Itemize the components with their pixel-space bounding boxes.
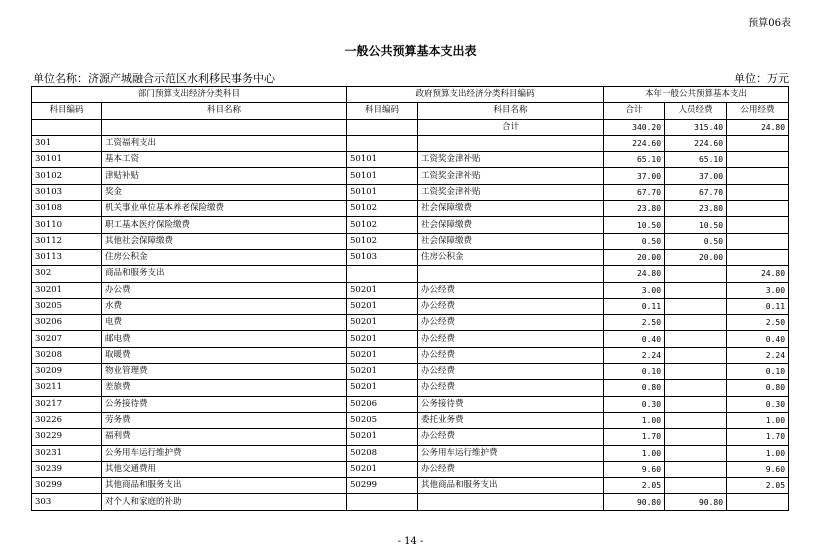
table-row [32,152,789,168]
header-public: 公用经费 [727,103,789,119]
row-name: 其他商品和服务支出 [102,478,347,494]
row-gov-code: 50201 [347,331,418,347]
unit-currency: 单位：万元 [734,72,789,85]
row-public [727,249,789,265]
row-code: 30208 [32,347,102,363]
row-total: 10.50 [604,217,665,233]
form-number: 预算06表 [748,18,791,29]
row-personnel: 0.50 [665,233,727,249]
total-row-total: 340.20 [604,119,665,135]
row-gov-name: 办公经费 [418,315,604,331]
row-gov-name: 社会保障缴费 [418,233,604,249]
row-code: 30229 [32,429,102,445]
total-row-personnel: 315.40 [665,119,727,135]
row-name: 公务接待费 [102,396,347,412]
row-name: 邮电费 [102,331,347,347]
row-public: 1.00 [727,412,789,428]
row-gov-name [418,494,604,510]
row-gov-code: 50201 [347,461,418,477]
table-row [32,331,789,347]
row-public: 0.80 [727,380,789,396]
header-group-row [32,87,789,103]
row-name: 物业管理费 [102,364,347,380]
row-gov-name: 工资奖金津补贴 [418,152,604,168]
row-total: 1.00 [604,412,665,428]
row-gov-code: 50102 [347,201,418,217]
row-gov-name: 公务接待费 [418,396,604,412]
row-total: 0.40 [604,331,665,347]
table-row [32,201,789,217]
row-name: 机关事业单位基本养老保险缴费 [102,201,347,217]
row-total: 0.10 [604,364,665,380]
row-code: 30207 [32,331,102,347]
total-row-label: 合计 [418,119,604,135]
row-total: 9.60 [604,461,665,477]
row-gov-code: 50201 [347,347,418,363]
row-gov-name: 住房公积金 [418,249,604,265]
row-gov-name: 办公经费 [418,429,604,445]
row-gov-code: 50201 [347,315,418,331]
row-personnel: 224.60 [665,135,727,151]
row-code: 30201 [32,282,102,298]
row-name: 住房公积金 [102,249,347,265]
row-code: 302 [32,266,102,282]
row-total: 67.70 [604,184,665,200]
table-row [32,429,789,445]
table-row [32,298,789,314]
row-gov-code: 50102 [347,233,418,249]
row-public: 9.60 [727,461,789,477]
row-gov-code: 50101 [347,184,418,200]
row-name: 职工基本医疗保险缴费 [102,217,347,233]
row-public: 3.00 [727,282,789,298]
row-personnel [665,478,727,494]
row-public [727,201,789,217]
row-total: 90.80 [604,494,665,510]
row-public: 0.10 [727,364,789,380]
row-name: 商品和服务支出 [102,266,347,282]
row-code: 30113 [32,249,102,265]
header-gov-name: 科目名称 [418,103,604,119]
row-public [727,184,789,200]
row-personnel [665,347,727,363]
table-row [32,266,789,282]
unit-name: 单位名称：济源产城融合示范区水利移民事务中心 [33,72,275,85]
table-row [32,347,789,363]
total-row-name [102,119,347,135]
row-personnel: 10.50 [665,217,727,233]
row-name: 其他社会保障缴费 [102,233,347,249]
row-gov-name [418,135,604,151]
header-name: 科目名称 [102,103,347,119]
table-row [32,396,789,412]
row-personnel [665,266,727,282]
header-code: 科目编码 [32,103,102,119]
row-personnel [665,461,727,477]
row-gov-name [418,266,604,282]
table-row [32,445,789,461]
row-gov-name: 办公经费 [418,347,604,363]
table-row [32,315,789,331]
row-code: 303 [32,494,102,510]
row-personnel [665,396,727,412]
row-code: 30101 [32,152,102,168]
row-code: 30231 [32,445,102,461]
row-name: 对个人和家庭的补助 [102,494,347,510]
row-public: 0.11 [727,298,789,314]
row-name: 奖金 [102,184,347,200]
row-gov-name: 办公经费 [418,331,604,347]
row-gov-name: 办公经费 [418,364,604,380]
row-total: 1.70 [604,429,665,445]
row-gov-code: 50201 [347,298,418,314]
table-row [32,135,789,151]
total-row [32,119,789,135]
header-gov-group: 政府预算支出经济分类科目编码 [347,87,604,103]
row-gov-code: 50102 [347,217,418,233]
row-total: 2.05 [604,478,665,494]
row-personnel: 23.80 [665,201,727,217]
row-total: 23.80 [604,201,665,217]
row-public: 1.70 [727,429,789,445]
row-personnel [665,429,727,445]
row-gov-code: 50101 [347,152,418,168]
row-gov-code: 50201 [347,429,418,445]
table-row [32,478,789,494]
row-gov-name: 工资奖金津补贴 [418,184,604,200]
row-total: 3.00 [604,282,665,298]
row-total: 0.30 [604,396,665,412]
row-gov-code: 50103 [347,249,418,265]
row-gov-code: 50201 [347,282,418,298]
table-row [32,168,789,184]
table-row [32,494,789,510]
page-title: 一般公共预算基本支出表 [344,44,477,58]
row-personnel: 65.10 [665,152,727,168]
row-gov-name: 社会保障缴费 [418,217,604,233]
row-personnel [665,298,727,314]
row-public [727,494,789,510]
table-row [32,380,789,396]
row-gov-name: 工资奖金津补贴 [418,168,604,184]
header-column-row [32,103,789,119]
row-gov-code: 50201 [347,380,418,396]
header-total: 合计 [604,103,665,119]
row-total: 2.50 [604,315,665,331]
row-gov-code: 50206 [347,396,418,412]
row-code: 30299 [32,478,102,494]
row-name: 取暖费 [102,347,347,363]
row-total: 224.60 [604,135,665,151]
row-public: 24.80 [727,266,789,282]
row-gov-code: 50208 [347,445,418,461]
row-name: 其他交通费用 [102,461,347,477]
row-gov-code: 50101 [347,168,418,184]
header-personnel: 人员经费 [665,103,727,119]
row-code: 30209 [32,364,102,380]
row-total: 65.10 [604,152,665,168]
row-gov-code [347,266,418,282]
table-row [32,461,789,477]
row-code: 30217 [32,396,102,412]
row-total: 20.00 [604,249,665,265]
page-number: - 14 - [397,536,424,547]
row-public: 2.50 [727,315,789,331]
row-gov-name: 办公经费 [418,298,604,314]
row-public: 2.05 [727,478,789,494]
row-personnel [665,445,727,461]
table-row [32,249,789,265]
row-gov-name: 公务用车运行维护费 [418,445,604,461]
row-personnel [665,364,727,380]
row-personnel [665,412,727,428]
row-gov-name: 其他商品和服务支出 [418,478,604,494]
table-row [32,282,789,298]
row-name: 电费 [102,315,347,331]
table-row [32,364,789,380]
row-gov-code [347,135,418,151]
row-gov-code: 50299 [347,478,418,494]
budget-table [31,86,789,511]
row-personnel: 37.00 [665,168,727,184]
row-code: 30103 [32,184,102,200]
row-public [727,152,789,168]
row-gov-name: 办公经费 [418,461,604,477]
row-personnel: 90.80 [665,494,727,510]
row-code: 30108 [32,201,102,217]
row-total: 0.11 [604,298,665,314]
row-code: 30110 [32,217,102,233]
row-personnel [665,331,727,347]
row-personnel: 67.70 [665,184,727,200]
row-total: 0.50 [604,233,665,249]
row-name: 差旅费 [102,380,347,396]
row-code: 30226 [32,412,102,428]
row-public [727,233,789,249]
table-row [32,412,789,428]
row-gov-name: 办公经费 [418,380,604,396]
row-personnel [665,380,727,396]
row-gov-name: 委托业务费 [418,412,604,428]
row-name: 公务用车运行维护费 [102,445,347,461]
row-personnel [665,315,727,331]
row-public: 1.00 [727,445,789,461]
row-total: 24.80 [604,266,665,282]
row-code: 301 [32,135,102,151]
row-gov-code: 50201 [347,364,418,380]
header-dept-group: 部门预算支出经济分类科目 [32,87,347,103]
table-row [32,184,789,200]
row-total: 0.80 [604,380,665,396]
row-name: 水费 [102,298,347,314]
row-personnel: 20.00 [665,249,727,265]
row-code: 30211 [32,380,102,396]
row-public [727,217,789,233]
row-gov-code: 50205 [347,412,418,428]
row-code: 30206 [32,315,102,331]
row-gov-code [347,494,418,510]
row-total: 37.00 [604,168,665,184]
row-total: 2.24 [604,347,665,363]
row-code: 30239 [32,461,102,477]
row-public [727,168,789,184]
row-personnel [665,282,727,298]
row-name: 津贴补贴 [102,168,347,184]
row-gov-name: 办公经费 [418,282,604,298]
row-public: 2.24 [727,347,789,363]
header-gov-code: 科目编码 [347,103,418,119]
row-name: 劳务费 [102,412,347,428]
row-public: 0.40 [727,331,789,347]
header-budget-group: 本年一般公共预算基本支出 [604,87,789,103]
total-row-public: 24.80 [727,119,789,135]
total-row-gov-code [347,119,418,135]
row-code: 30205 [32,298,102,314]
row-public [727,135,789,151]
row-gov-name: 社会保障缴费 [418,201,604,217]
row-name: 办公费 [102,282,347,298]
total-row-code [32,119,102,135]
table-row [32,233,789,249]
row-code: 30102 [32,168,102,184]
row-name: 工资福利支出 [102,135,347,151]
row-total: 1.00 [604,445,665,461]
row-code: 30112 [32,233,102,249]
row-name: 基本工资 [102,152,347,168]
table-row [32,217,789,233]
row-name: 福利费 [102,429,347,445]
row-public: 0.30 [727,396,789,412]
